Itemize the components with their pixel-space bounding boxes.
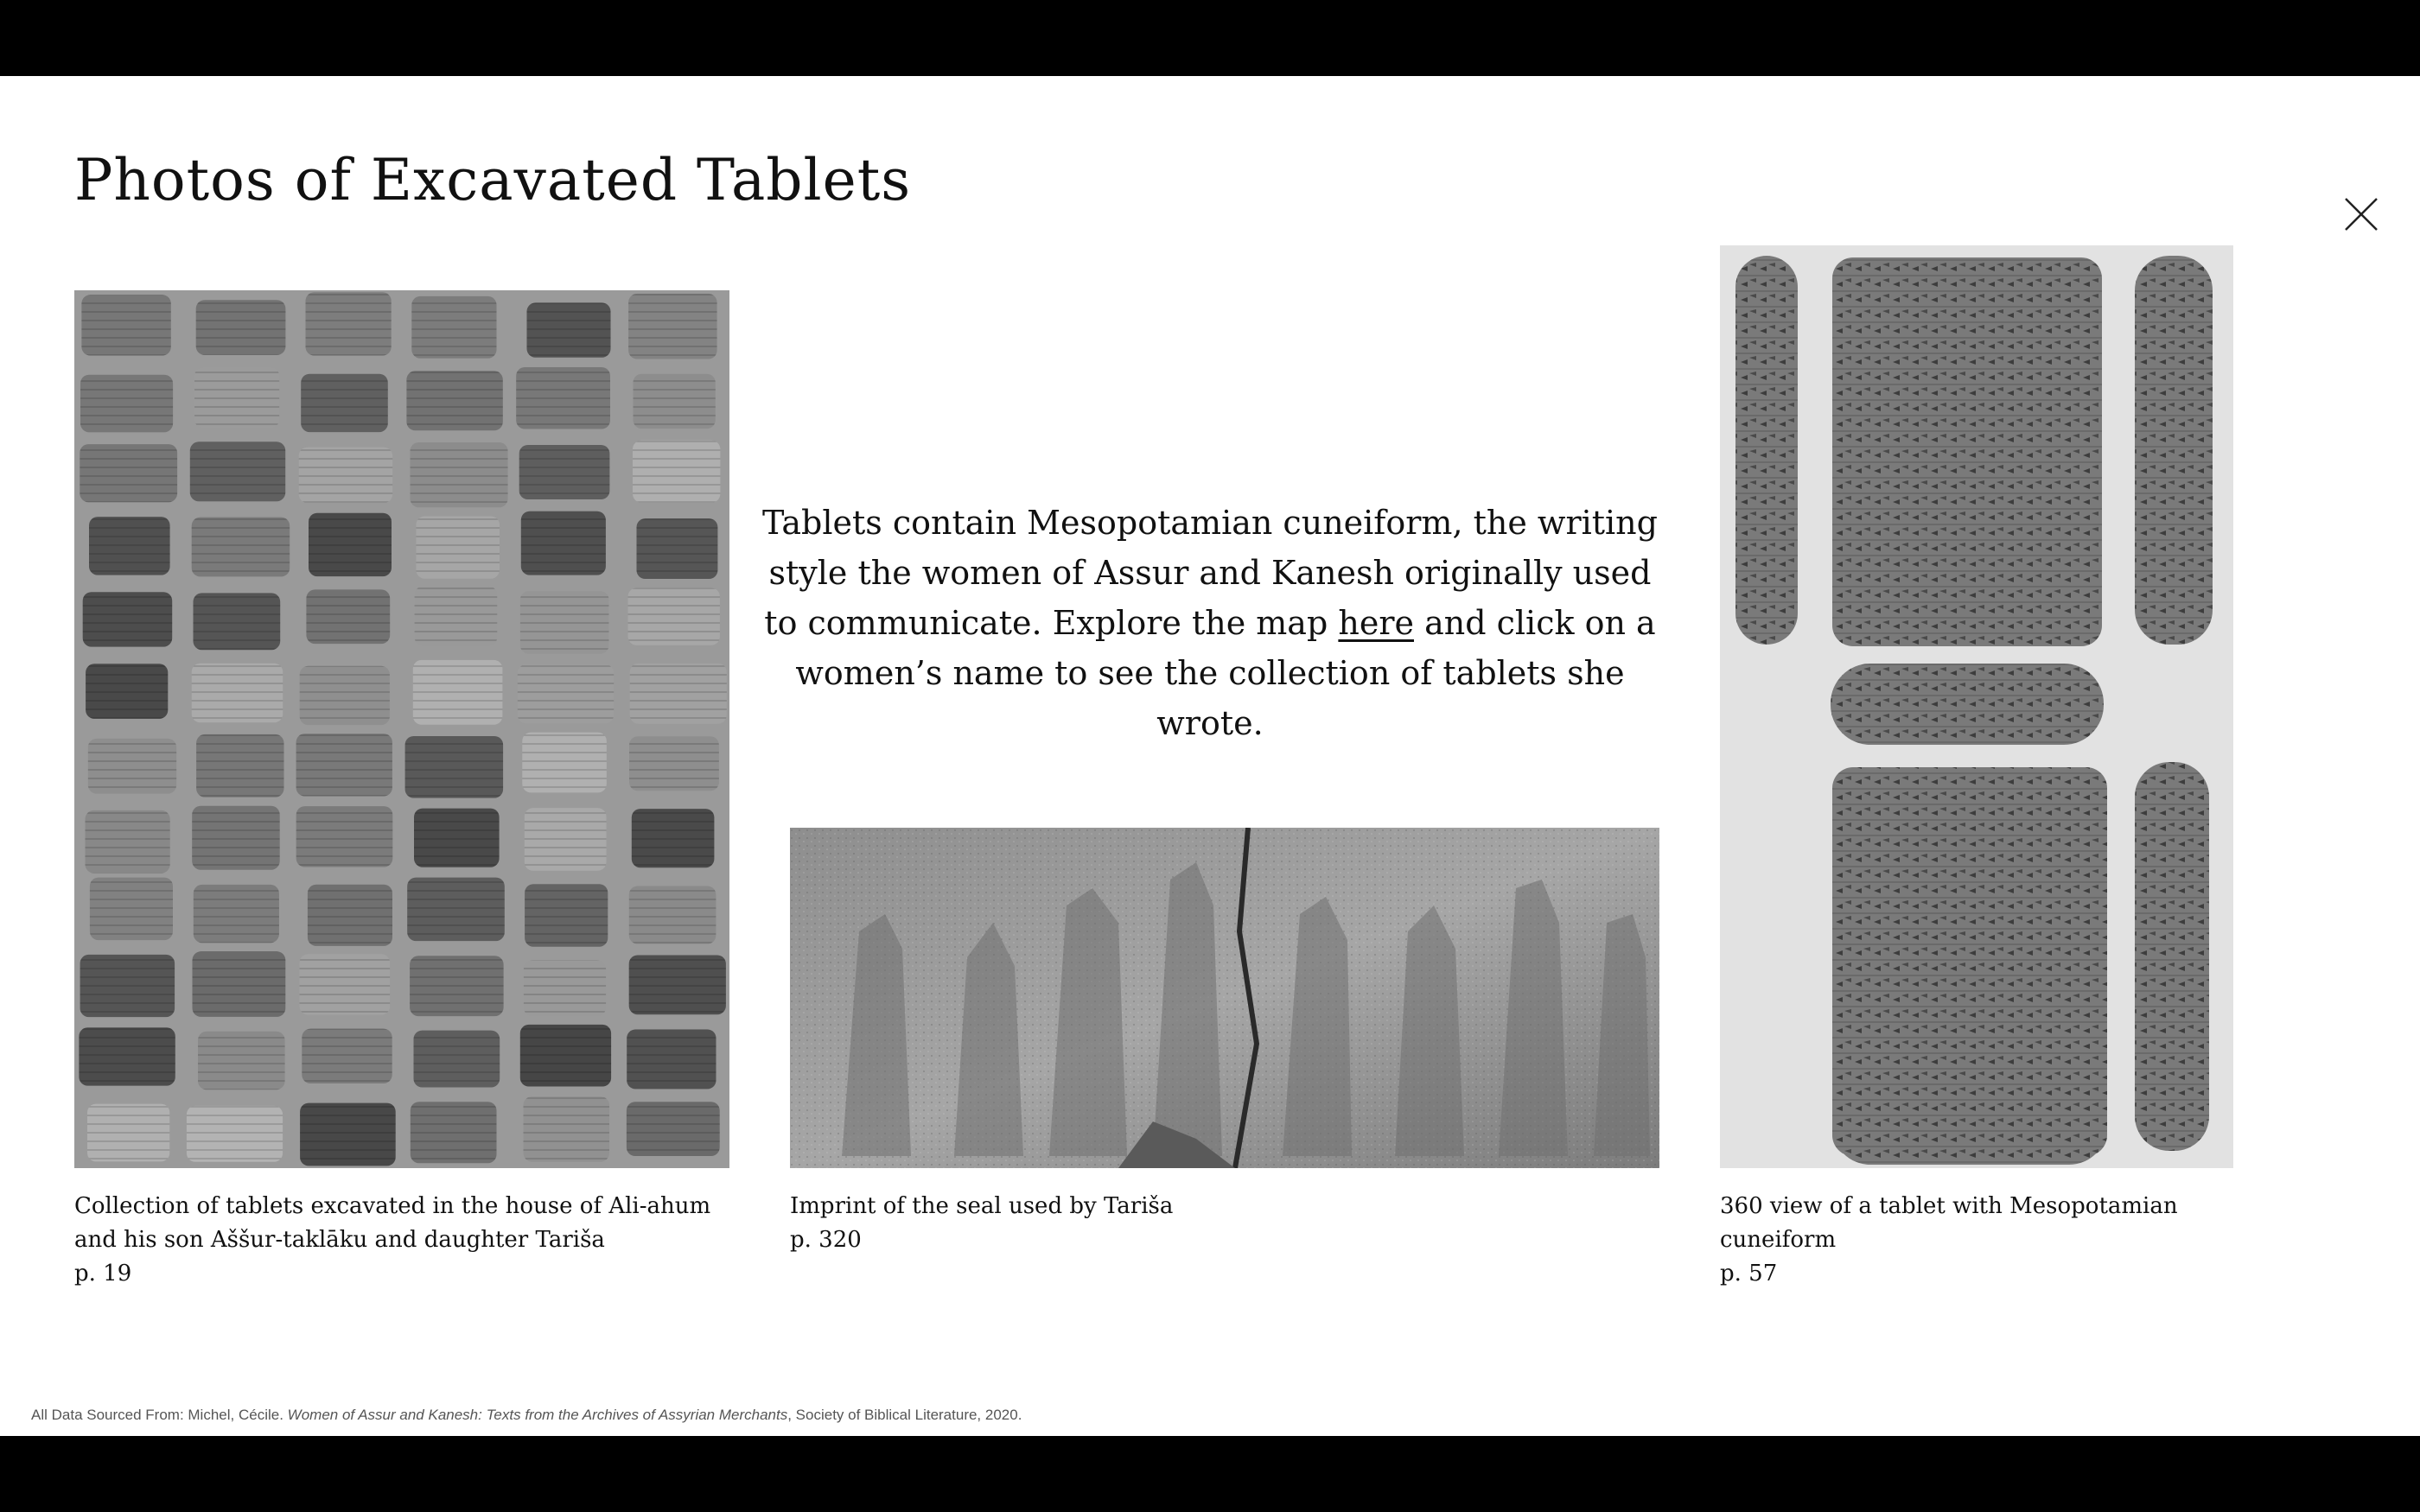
tablet-texture [524,1096,610,1162]
caption-line: cuneiform [1720,1227,1837,1253]
tablet-texture [414,1031,500,1088]
tablet-texture [80,955,175,1017]
close-button[interactable] [2340,194,2382,235]
tablet-texture [527,302,611,357]
tablet-texture [415,587,498,646]
tablets-collection-photo[interactable] [74,290,729,1168]
tablet-texture [407,878,505,942]
caption-collection [74,1190,710,1291]
tablet-texture [187,1106,283,1162]
tablet-texture [627,1030,716,1090]
caption-seal [790,1190,1173,1257]
tablet-texture [299,448,393,503]
source-citation [31,1407,1022,1424]
tablet-texture [524,960,606,1016]
description-before-link: Tablets contain Mesopotamian cuneiform, the writing style the women of Assur and Kanesh originally used to communicate. Explore the map [762,504,1658,642]
tablet-texture [89,517,170,575]
close-icon [2340,194,2382,235]
tablet-texture [198,1032,285,1090]
tablet-texture [79,1027,175,1085]
tablet-texture [628,294,717,359]
tablet-texture [86,664,168,719]
caption-line: and his son Aššur-taklāku and daughter Tariša [74,1227,605,1253]
tablet-texture [628,588,720,645]
tablet-texture [300,666,390,725]
tablet-texture [192,806,280,870]
caption-page-ref: p. 320 [790,1227,862,1253]
modal-panel [0,76,2420,1436]
tablet-texture [296,734,392,796]
tablet-texture [308,885,392,946]
tablet-texture [192,518,290,577]
tablet-texture [86,810,170,874]
tablet-texture [194,885,279,943]
tablet-texture [194,593,281,650]
tablet-texture [634,374,716,429]
tablet-texture [525,884,608,946]
tablet-texture [406,371,502,430]
tablet-texture [521,511,606,575]
tablet-texture [309,513,392,576]
tablet-texture [627,1102,720,1156]
caption-line: 360 view of a tablet with Mesopotamian [1720,1193,2178,1219]
tablet-texture [88,739,176,794]
tablet-texture [296,806,393,867]
tablet-texture [87,1104,169,1162]
tablet-texture [405,736,503,798]
description-after-link: and click on a women’s name to see the collection of tablets she wrote. [795,604,1656,742]
caption-page-ref: p. 57 [1720,1261,1778,1286]
tablet-texture [196,300,286,355]
tablet-texture [629,886,716,944]
tablet-texture [300,1103,396,1166]
description-text [761,498,1659,748]
tablet-texture [633,441,720,503]
tablet-texture [518,664,614,723]
seal-imprint-photo[interactable] [790,828,1659,1168]
tablet-texture [193,951,286,1017]
tablet-texture [302,1029,392,1083]
tablet-texture [411,442,508,507]
tablet-texture [637,518,718,579]
caption-line: Collection of tablets excavated in the house of Ali-ahum [74,1193,711,1219]
tablet-texture [83,592,173,646]
tablet-360-image [1720,245,2233,1168]
tablet-texture [632,809,715,867]
tablet-texture [629,736,719,791]
tablet-texture [411,296,496,359]
tablet-texture [629,956,726,1015]
caption-page-ref: p. 19 [74,1261,132,1286]
tablet-texture [525,808,607,871]
tablet-texture [190,442,285,501]
page-title: Photos of Excavated Tablets [74,147,912,213]
tablet-texture [196,734,283,797]
tablet-360-photo[interactable] [1720,245,2233,1168]
tablet-texture [520,591,609,654]
source-suffix: , Society of Biblical Literature, 2020. [787,1407,1022,1423]
tablet-texture [192,664,283,723]
tablet-texture [410,956,503,1016]
tablet-texture [80,444,177,502]
tablet-texture [519,445,610,499]
tablet-texture [413,660,503,725]
seal-imprint-image [790,828,1659,1168]
tablet-texture [80,375,173,433]
tablet-texture [81,295,170,355]
tablet-texture [194,367,279,428]
source-prefix: All Data Sourced From: Michel, Cécile. [31,1407,288,1423]
tablet-texture [300,954,391,1014]
tablet-texture [306,292,392,355]
tablet-texture [522,733,607,793]
tablet-texture [520,1025,611,1087]
caption-tablet-360 [1720,1190,2178,1291]
tablets-collection-image [74,290,729,1168]
tablet-texture [411,1102,497,1163]
source-book-title: Women of Assur and Kanesh: Texts from the Archives of Assyrian Merchants [287,1407,788,1423]
caption-line: Imprint of the seal used by Tariša [790,1193,1174,1219]
tablet-texture [306,589,390,644]
tablet-texture [516,367,610,429]
map-link[interactable]: here [1338,604,1414,642]
tablet-texture [630,664,727,724]
tablet-texture [301,374,388,432]
tablet-texture [90,878,173,941]
tablet-texture [416,517,500,579]
tablet-texture [414,809,500,867]
